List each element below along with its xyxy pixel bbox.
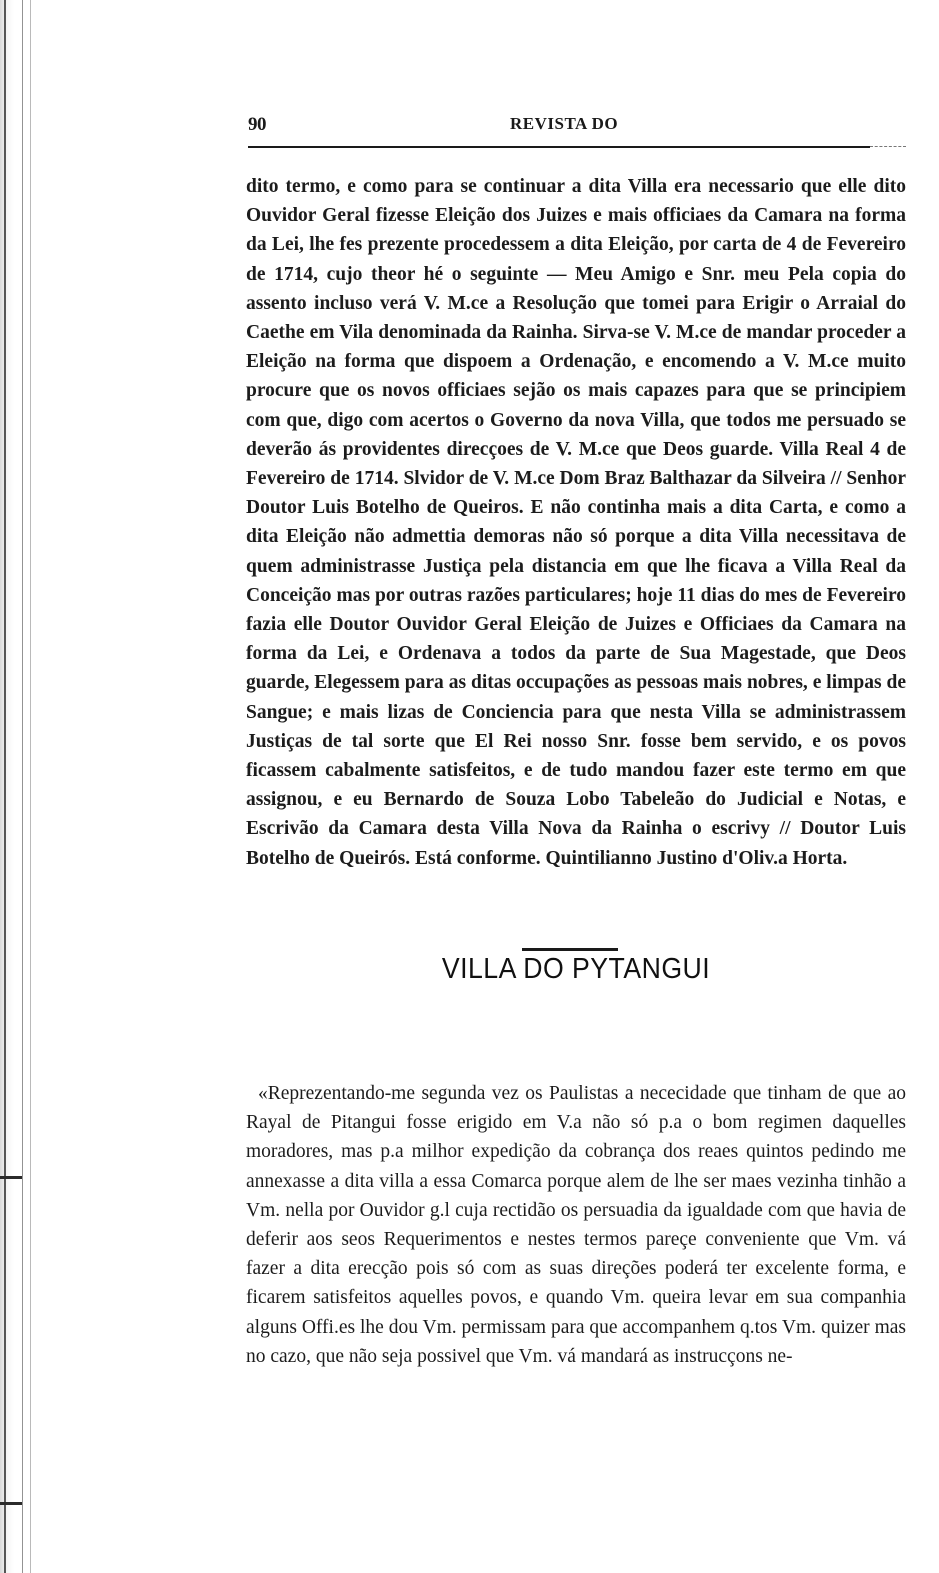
binding-mark <box>0 1502 22 1505</box>
section-heading: VILLA DO PYTANGUI <box>441 953 711 985</box>
journal-title: REVISTA DO <box>510 114 619 133</box>
binding-line <box>4 0 6 1573</box>
section-divider <box>522 948 618 951</box>
header-rule <box>248 146 870 148</box>
binding-edge <box>0 0 36 1573</box>
binding-line <box>30 0 31 1573</box>
body-paragraph-top: dito termo, e como para se continuar a dita Villa era necessario que elle dito Ouvidor Geral fizesse Eleição dos Juizes e mais officiaes da Camara na forma da Lei, lhe fes prezente procedessem a dita Eleição, por carta de 4 de Fevereiro de 1714, cujo theor hé o seguinte — Meu Amigo e Snr. meu Pela copia do assento incluso verá V. M.ce a Resolução que tomei para Erigir o Arraial do Caethe em Vila denominada da Rainha. Sirva-se V. M.ce de mandar proceder a Eleição na forma que dispoem a Ordenação, e encomendo a V. M.ce muito procure que os novos officiaes sejão os mais capazes para que se principiem com que, digo com acertos o Governo da nova Villa, que todos me persuado se deverão ás providentes direcçoes de V. M.ce que Deos guarde. Villa Real 4 de Fevereiro de 1714. Slvidor de V. M.ce Dom Braz Balthazar da Silveira // Senhor Doutor Luis Botelho de Queiros. E não continha mais a dita Carta, e como a dita Eleição não admettia demoras não só porque a dita Villa necessitava de quem administrasse Justiça pela distancia em que lhe ficava a Villa Real da Conceição mas por outras razões particulares; hoje 11 dias do mes de Fevereiro fazia elle Doutor Ouvidor Geral Eleição de Juizes e Officiaes da Camara na forma da Lei, e Ordenava a todos da parte de Sua Magestade, que Deos guarde, Elegessem para as ditas occupações as pessoas mais nobres, e limpas de Sangue; e mais lizas de Conciencia para que nesta Villa se administrassem Justiças de tal sorte que El Rei nosso Snr. fosse bem servido, e os povos ficassem cabalmente satisfeitos, e de tudo mandou fazer este termo em que assignou, e eu Bernardo de Souza Lobo Tabeleão do Judicial e Notas, e Escrivão da Camara desta Villa Nova da Rainha o escrivy // Doutor Luis Botelho de Queirós. Está conforme. Quintilianno Justino d'Oliv.a Horta. <box>246 176 906 869</box>
binding-mark <box>0 1176 22 1179</box>
running-head <box>248 110 908 140</box>
header-rule-tail <box>870 146 906 148</box>
binding-line <box>22 0 23 1573</box>
body-paragraph-bottom: «Reprezentando-me segunda vez os Paulistas a nececidade que tinham de que ao Rayal de Pitangui fosse erigido em V.a não só p.a o bom regimen daquelles moradores, mas p.a milhor expedição da cobrança dos reaes quintos pedindo me annexasse a dita villa a essa Comarca porque alem de lhe ser maes vezinha tinhão a Vm. nella por Ouvidor g.l cuja rectidão os persuadia da igualdade com que havia de deferir aos seos Requerimentos e nestes termos pareçe conveniente que Vm. vá fazer a dita erecção pois só com as suas direções poderá ter excelente forma, e ficarem satisfeitos aquelles povos, e quando Vm. queira levar em sua companhia alguns Offi.es lhe dou Vm. permissam para que accompanhem q.tos Vm. quizer mas no cazo, que não seja possivel que Vm. vá mandará as instrucçons ne- <box>246 1083 906 1367</box>
page-number: 90 <box>248 114 266 135</box>
